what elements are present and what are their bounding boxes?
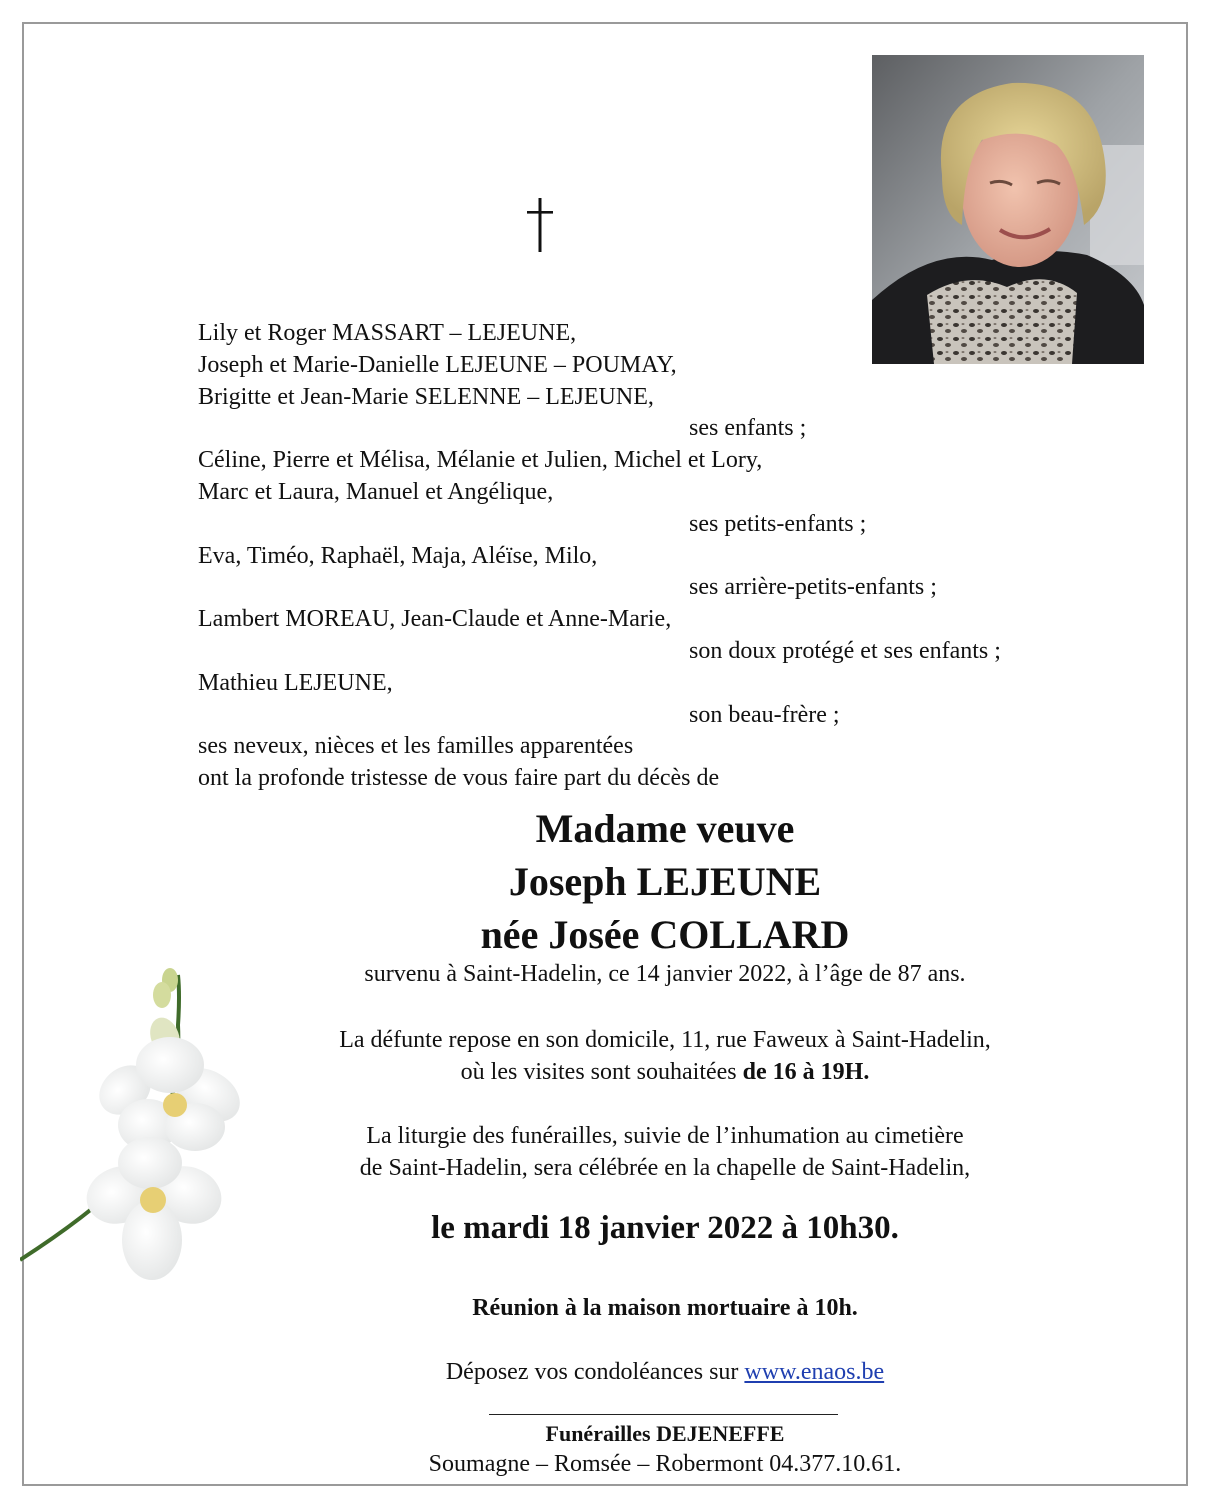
family-member-line: Lily et Roger MASSART – LEJEUNE, <box>198 320 577 346</box>
family-relation-label: ses enfants ; <box>689 415 807 442</box>
cross-icon <box>526 198 554 252</box>
condolences: Déposez vos condoléances sur www.enaos.be <box>445 1359 885 1385</box>
orchid-icon <box>20 955 300 1290</box>
liturgy-line-2: de Saint-Hadelin, sera célébrée en la chapelle de Saint-Hadelin, <box>359 1155 971 1181</box>
family-member-line: Mathieu LEJEUNE, <box>198 669 393 696</box>
family-member-line: Marc et Laura, Manuel et Angélique, <box>198 478 554 505</box>
funeral-home-locations: Soumagne – Romsée – Robermont 04.377.10.61. <box>428 1451 902 1477</box>
deceased-name-block <box>0 802 1214 961</box>
visiting-hours: où les visites sont souhaitées de 16 à 19H. <box>460 1059 870 1085</box>
funeral-date: le mardi 18 janvier 2022 à 10h30. <box>431 1210 899 1246</box>
death-info: survenu à Saint-Hadelin, ce 14 janvier 2022, à l’âge de 87 ans. <box>364 961 966 987</box>
funeral-home-name: Funérailles DEJENEFFE <box>545 1421 785 1446</box>
deceased-title: Madame veuve <box>535 806 795 851</box>
condolences-link[interactable]: www.enaos.be <box>744 1359 885 1385</box>
divider <box>489 1414 838 1415</box>
family-member-line: Eva, Timéo, Raphaël, Maja, Aléïse, Milo, <box>198 542 598 569</box>
family-relation-label: son beau-frère ; <box>689 701 840 728</box>
family-relation-label: ses arrière-petits-enfants ; <box>689 574 937 601</box>
family-relation-label: ses petits-enfants ; <box>689 510 867 537</box>
rest-address: La défunte repose en son domicile, 11, rue Faweux à Saint-Hadelin, <box>339 1027 991 1053</box>
family-member-line: Brigitte et Jean-Marie SELENNE – LEJEUNE, <box>198 383 654 410</box>
family-member-line: ses neveux, nièces et les familles apparentées <box>198 733 634 760</box>
family-member-line: Lambert MOREAU, Jean-Claude et Anne-Marie, <box>198 606 672 633</box>
family-member-line: ont la profonde tristesse de vous faire part du décès de <box>198 765 720 792</box>
family-announcement <box>198 318 1098 795</box>
deceased-husband-name: Joseph LEJEUNE <box>508 859 822 904</box>
family-member-line: Céline, Pierre et Mélisa, Mélanie et Julien, Michel et Lory, <box>198 447 763 474</box>
family-relation-label: son doux protégé et ses enfants ; <box>689 637 1001 664</box>
meeting-info: Réunion à la maison mortuaire à 10h. <box>472 1295 858 1321</box>
visiting-hours-time: de 16 à 19H. <box>742 1059 870 1085</box>
family-member-line: Joseph et Marie-Danielle LEJEUNE – POUMAY, <box>198 351 677 378</box>
deceased-maiden-name: née Josée COLLARD <box>480 912 850 957</box>
liturgy-line-1: La liturgie des funérailles, suivie de l’inhumation au cimetière <box>366 1123 964 1149</box>
